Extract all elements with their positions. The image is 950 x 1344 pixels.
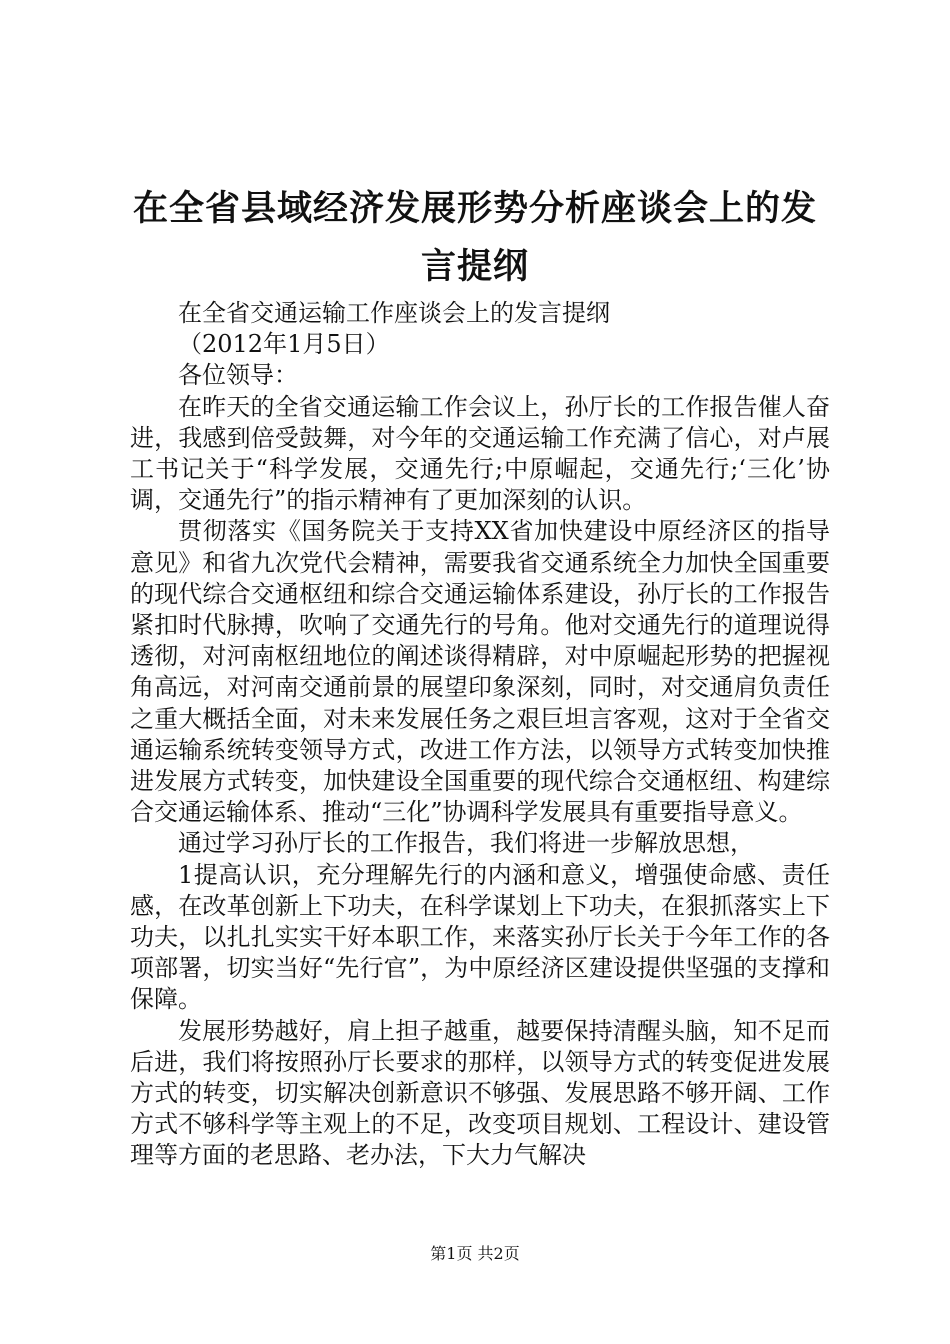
salutation: 各位领导： — [178, 361, 298, 390]
body-paragraph: 发展形势越好，肩上担子越重，越要保持清醒头脑，知不足而后进，我们将按照孙厅长要求的那样，以领导方式的转变促进发展方式的转变，切实解决创新意识不够强、发展思路不够开阔、工作方式不够科学等主观上的不足，改变项目规划、工程设计、建设管理等方面的老思路、老办法，下大力气解决 — [130, 1016, 830, 1170]
document-title: 在全省县域经济发展形势分析座谈会上的发言提纲 — [132, 188, 817, 287]
body-paragraph: 贯彻落实《国务院关于支持XX省加快建设中原经济区的指导意见》和省九次党代会精神，需要我省交通系统全力加快全国重要的现代综合交通枢纽和综合交通运输体系建设，孙厅长的工作报告紧扣时代脉搏，吹响了交通先行的号角。他对交通先行的道理说得透彻，对河南枢纽地位的阐述谈得精辟，对中原崛起形势的把握视角高远，对河南交通前景的展望印象深刻，同时，对交通肩负责任之重大概括全面，对未来发展任务之艰巨坦言客观，这对于全省交通运输系统转变领导方式，改进工作方法，以领导方式转变加快推进发展方式转变，加快建设全国重要的现代综合交通枢纽、构建综合交通运输体系、推动“三化”协调科学发展具有重要指导意义。 — [130, 517, 830, 827]
page-footer: 第1页 共2页 — [430, 1244, 520, 1263]
body-paragraph: 在昨天的全省交通运输工作会议上，孙厅长的工作报告催人奋进，我感到倍受鼓舞，对今年的交通运输工作充满了信心，对卢展工书记关于“科学发展，交通先行;中原崛起，交通先行;‘三化’协调，交通先行”的指示精神有了更加深刻的认识。 — [130, 392, 830, 515]
subtitle-line: 在全省交通运输工作座谈会上的发言提纲 — [178, 299, 610, 327]
body-paragraph: 1提高认识，充分理解先行的内涵和意义，增强使命感、责任感，在改革创新上下功夫，在科学谋划上下功夫，在狠抓落实上下功夫，以扎扎实实干好本职工作，来落实孙厅长关于今年工作的各项部署，切实当好“先行官”，为中原经济区建设提供坚强的支撑和保障。 — [130, 860, 830, 1014]
date-line: （2012年1月5日） — [178, 330, 390, 359]
document-body — [130, 298, 830, 1172]
body-paragraph: 通过学习孙厅长的工作报告，我们将进一步解放思想， — [178, 829, 754, 858]
